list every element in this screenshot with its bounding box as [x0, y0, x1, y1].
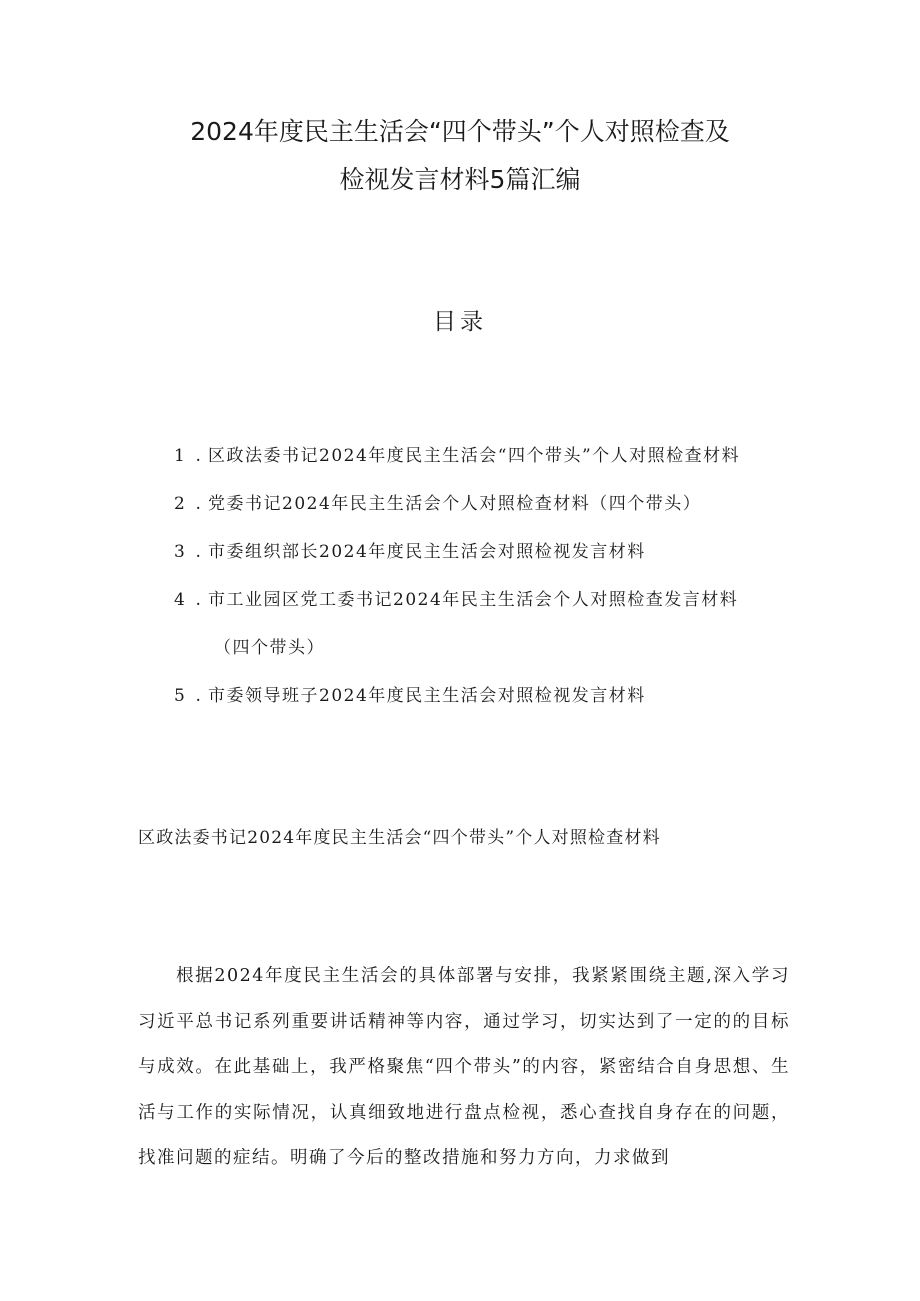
toc-item-dot: .	[195, 494, 203, 514]
toc-item-number: 1	[174, 446, 187, 466]
body-paragraph: 根据2024年度民主生活会的具体部署与安排，我紧紧围绕主题,深入学习习近平总书记系列重要讲话精神等内容，通过学习，切实达到了一定的的目标与成效。在此基础上，我严格聚焦“四个带头”的内容，紧密结合自身思想、生活与工作的实际情况，认真细致地进行盘点检视，悉心查找自身存在的问题，找准问题的症结。明确了今后的整改措施和努力方向，力求做到	[138, 966, 790, 1169]
toc-item-text: 党委书记2024年民主生活会个人对照检查材料（四个带头）	[208, 494, 702, 514]
document-title-line-2: 检视发言材料5篇汇编	[339, 165, 581, 194]
toc-item-text: 市工业园区党工委书记2024年民主生活会个人对照检查发言材料	[208, 590, 739, 610]
toc-item-dot: .	[195, 590, 203, 610]
section-title: 区政法委书记2024年度民主生活会“四个带头”个人对照检查材料	[138, 828, 661, 848]
toc-item-5[interactable]	[174, 672, 874, 720]
toc-item-3[interactable]	[174, 528, 874, 576]
toc-item-dot: .	[195, 686, 203, 706]
toc-item-dot: .	[195, 542, 203, 562]
toc-item-dot: .	[195, 446, 203, 466]
toc-item-1[interactable]	[174, 432, 874, 480]
toc-item-text: 区政法委书记2024年度民主生活会“四个带头”个人对照检查材料	[208, 446, 741, 466]
toc-item-text: 市委组织部长2024年度民主生活会对照检视发言材料	[208, 542, 646, 562]
table-of-contents	[174, 432, 874, 720]
toc-item-number: 3	[174, 542, 187, 562]
toc-item-number: 4	[174, 590, 187, 610]
toc-item-4[interactable]	[174, 576, 874, 624]
toc-item-2[interactable]	[174, 480, 874, 528]
toc-item-number: 5	[174, 686, 187, 706]
toc-item-4-continuation[interactable]: （四个带头）	[214, 638, 325, 658]
toc-item-text: 市委领导班子2024年度民主生活会对照检视发言材料	[208, 686, 646, 706]
toc-heading: 目录	[433, 309, 487, 335]
document-title-line-1: 2024年度民主生活会“四个带头”个人对照检查及	[190, 117, 730, 146]
toc-item-number: 2	[174, 494, 187, 514]
